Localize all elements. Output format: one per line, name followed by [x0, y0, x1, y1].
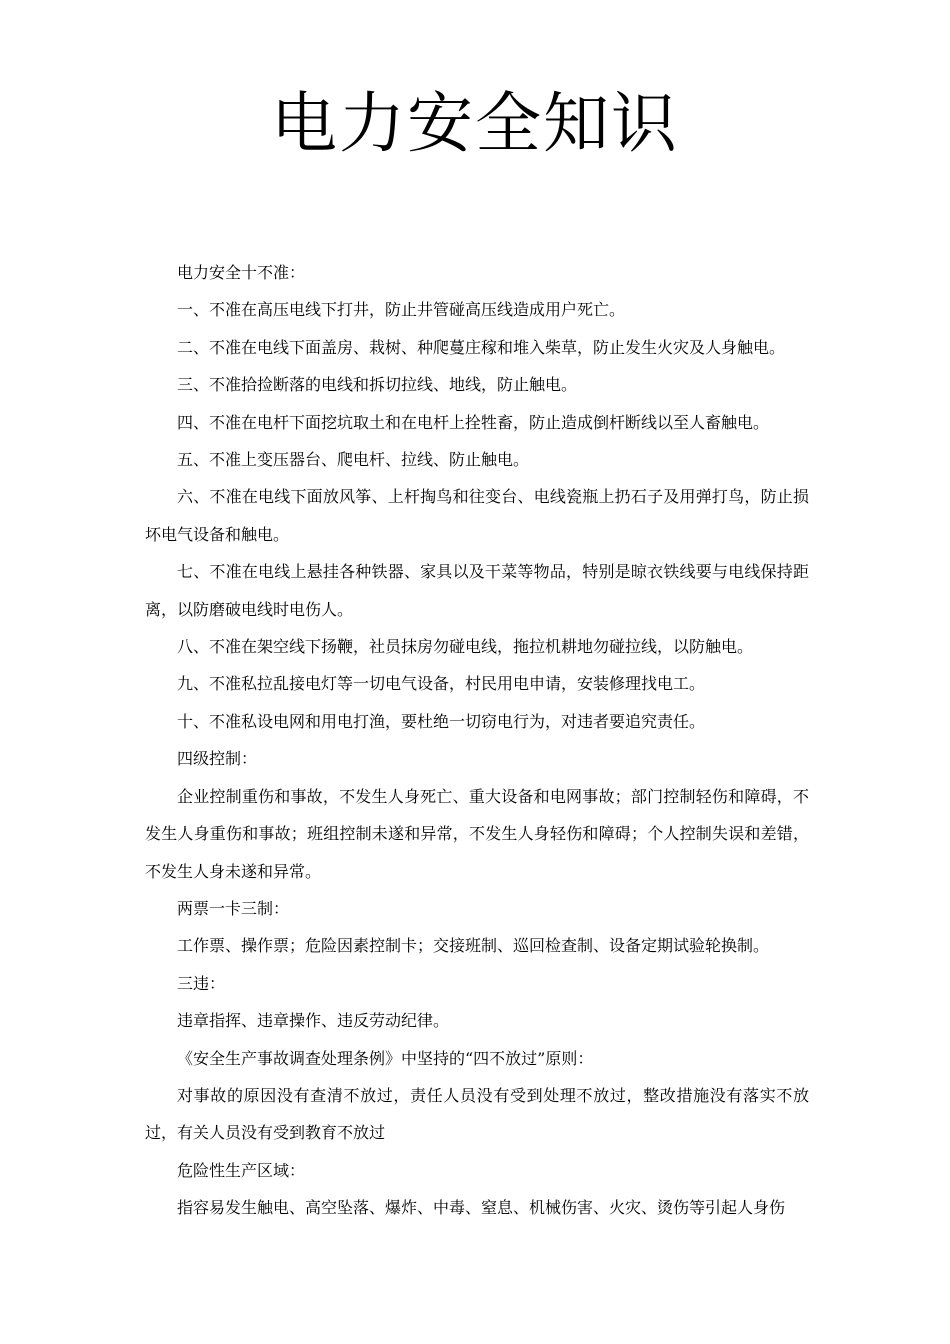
paragraph: 指容易发生触电、高空坠落、爆炸、中毒、窒息、机械伤害、火灾、烫伤等引起人身伤	[177, 1198, 786, 1218]
document-title: 电力安全知识	[271, 85, 679, 162]
document-body	[145, 254, 809, 1227]
paragraph: 三、不准拾捡断落的电线和拆切拉线、地线，防止触电。	[177, 375, 578, 395]
paragraph: 九、不准私拉乱接电灯等一切电气设备，村民用电申请，安装修理找电工。	[177, 674, 706, 694]
paragraph: 两票一卡三制：	[177, 898, 290, 918]
paragraph: 三违：	[177, 973, 226, 993]
paragraph: 电力安全十不准：	[177, 263, 306, 282]
paragraph: 《安全生产事故调查处理条例》中坚持的“四不放过”原则：	[177, 1048, 594, 1068]
paragraph: 七、不准在电线上悬挂各种铁器、家具以及干菜等物品，特别是晾衣铁线要与电线保持距离，以防磨破电线时电伤人。	[145, 562, 809, 619]
paragraph: 六、不准在电线下面放风筝、上杆掏鸟和往变台、电线瓷瓶上扔石子及用弹打鸟，防止损坏电气设备和触电。	[145, 487, 809, 544]
paragraph: 对事故的原因没有查清不放过，责任人员没有受到处理不放过，整改措施没有落实不放过，有关人员没有受到教育不放过	[145, 1085, 809, 1143]
paragraph: 一、不准在高压电线下打井，防止井管碰高压线造成用户死亡。	[177, 300, 626, 320]
paragraph: 十、不准私设电网和用电打渔，要杜绝一切窃电行为，对违者要追究责任。	[177, 711, 706, 731]
paragraph: 工作票、操作票；危险因素控制卡；交接班制、巡回检查制、设备定期试验轮换制。	[177, 936, 770, 956]
paragraph: 二、不准在电线下面盖房、栽树、种爬蔓庄稼和堆入柴草，防止发生火灾及人身触电。	[177, 337, 786, 357]
paragraph: 八、不准在架空线下扬鞭，社员抹房勿碰电线，拖拉机耕地勿碰拉线，以防触电。	[177, 637, 754, 657]
paragraph: 危险性生产区域：	[177, 1160, 306, 1180]
paragraph: 违章指挥、违章操作、违反劳动纪律。	[177, 1011, 450, 1031]
paragraph: 五、不准上变压器台、爬电杆、拉线、防止触电。	[177, 450, 530, 470]
paragraph: 四级控制：	[177, 749, 258, 769]
paragraph: 企业控制重伤和事故，不发生人身死亡、重大设备和电网事故；部门控制轻伤和障碍，不发生人身重伤和事故；班组控制未遂和异常，不发生人身轻伤和障碍；个人控制失误和差错，不发生人身未遂和异常。	[145, 786, 809, 881]
paragraph: 四、不准在电杆下面挖坑取土和在电杆上拴牲畜，防止造成倒杆断线以至人畜触电。	[177, 412, 770, 432]
